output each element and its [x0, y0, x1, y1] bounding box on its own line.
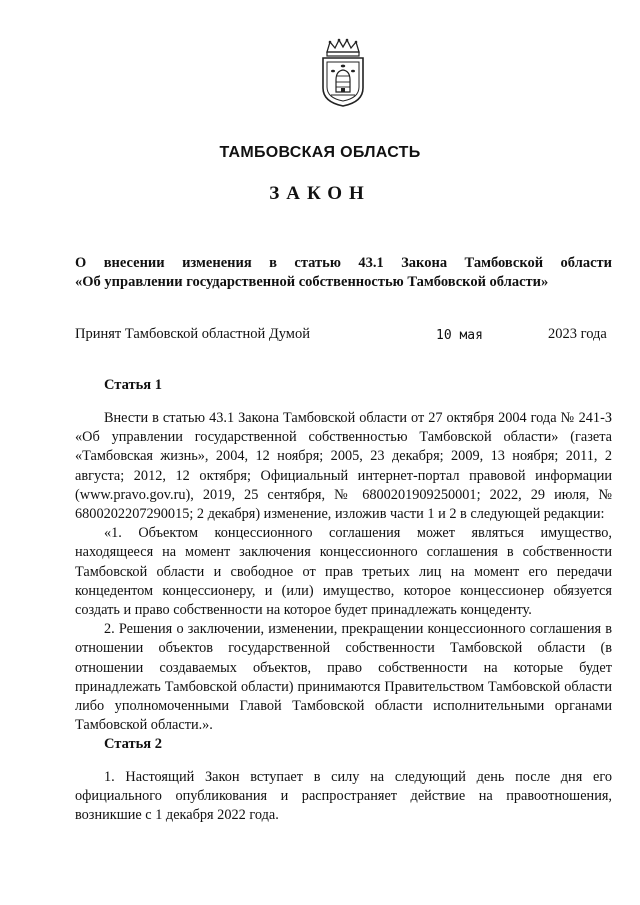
article-2-heading: Статья 2	[104, 736, 162, 752]
article-2-body	[75, 768, 612, 826]
law-subject-line-1: О внесении изменения в статью 43.1 Закона Тамбовской области	[75, 255, 612, 271]
adoption-year: 2023 года	[548, 326, 607, 342]
adopted-by: Принят Тамбовской областной Думой	[75, 326, 310, 342]
document-type-title: ЗАКОН	[269, 183, 371, 204]
region-title: ТАМБОВСКАЯ ОБЛАСТЬ	[219, 144, 421, 161]
adoption-date: 10 мая	[436, 328, 483, 343]
tambov-coat-of-arms-icon	[319, 38, 367, 108]
article-2-paragraph-1: 1. Настоящий Закон вступает в силу на следующий день после дня его официального опубликования и распространяет действие на правоотношения, возникшие с 1 декабря 2022 года.	[75, 769, 612, 824]
article-1-heading: Статья 1	[104, 377, 162, 393]
law-subject-line-2: «Об управлении государственной собственностью Тамбовской области»	[75, 274, 549, 290]
article-1-paragraph-1: Внести в статью 43.1 Закона Тамбовской области от 27 октября 2004 года № 241-З «Об управлении государственной собственностью Тамбовской области» (газета «Тамбовская жизнь», 2004, 12 ноября; 2005, 23 декабря; 2009, 13 ноября; 2011, 2 августа; 2012, 12 октября; Официальный интернет-портал правовой информации (www.pravo.gov.ru), 2019, 25 сентября, № 6800201909250001; 2022, 29 июля, № 6800202207290015; 2 декабря) изменение, изложив части 1 и 2 в следующей редакции:	[75, 410, 612, 523]
article-1-paragraph-2: «1. Объектом концессионного соглашения может являться имущество, находящееся на момент заключения концессионного соглашения в собственности Тамбовской области и свободное от прав третьих лиц на момент его передачи концедентом концессионеру, и (или) имущество, которое концессионер обязуется создать и право собственности на которое будет принадлежать концеденту.	[75, 525, 612, 619]
article-1-body	[75, 409, 612, 735]
article-1-paragraph-3: 2. Решения о заключении, изменении, прекращении концессионного соглашения в отношении объектов государственной собственности Тамбовской области (в отношении создаваемых объектов, право собственности на которые будет принадлежать Тамбовской области) принимаются Правительством Тамбовской области либо уполномоченными Главой Тамбовской области исполнительными органами Тамбовской области.».	[75, 621, 612, 734]
law-subject	[75, 254, 612, 292]
